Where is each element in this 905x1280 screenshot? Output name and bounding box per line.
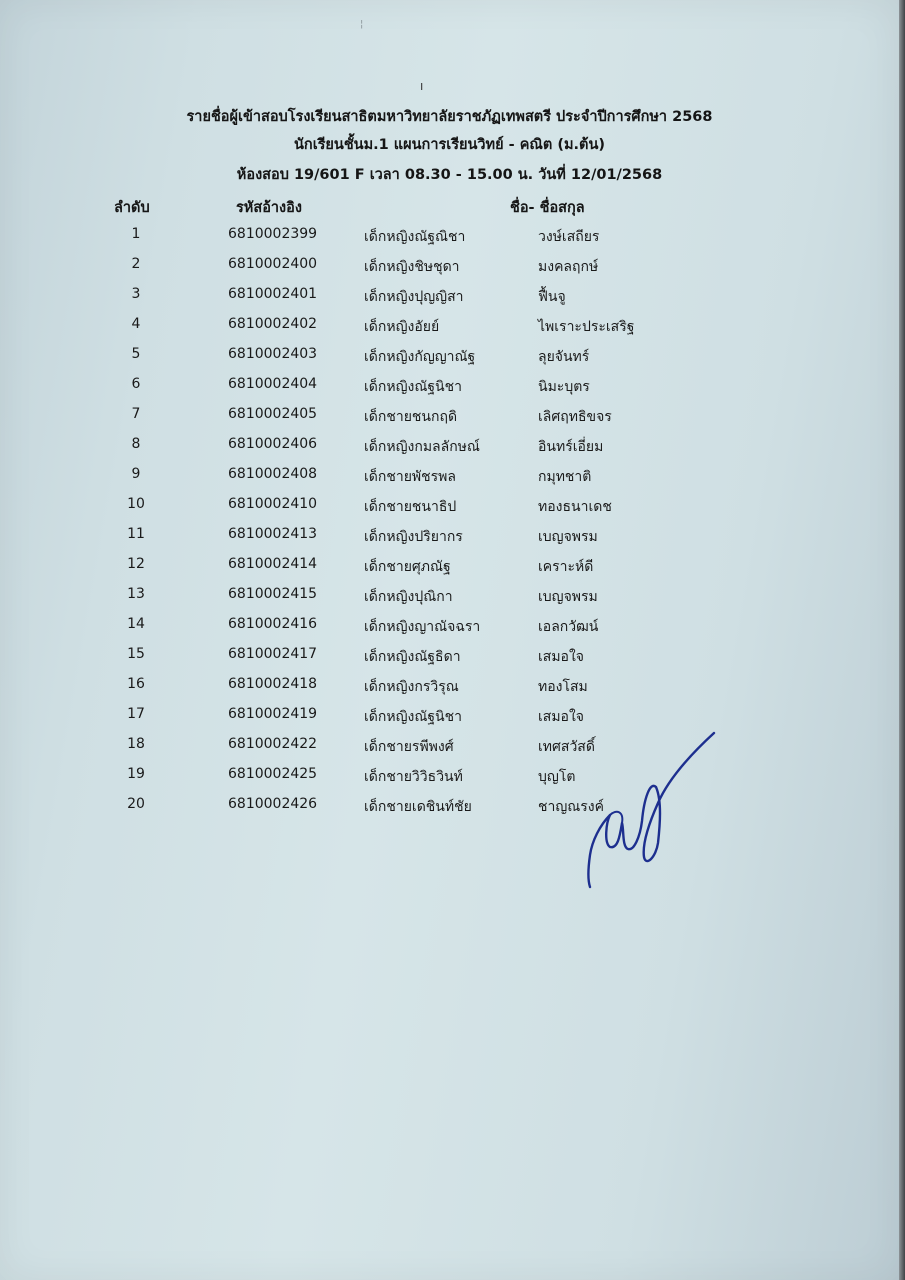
last-name-cell: กมุทชาติ [538,469,592,485]
reference-id-cell: 6810002401 [228,286,318,302]
first-name-cell: เด็กหญิงณัฐนิชา [364,709,462,725]
table-row [0,431,899,461]
last-name-cell: วงษ์เสถียร [538,229,600,245]
last-name-cell: เลิศฤทธิขจร [538,409,612,425]
last-name-cell: เอลกวัฒน์ [538,619,599,635]
reference-id-cell: 6810002410 [228,496,318,512]
reference-id-cell: 6810002414 [228,556,318,572]
table-row [0,791,899,821]
order-cell: 7 [131,406,141,422]
last-name-cell: ไพเราะประเสริฐ [538,319,635,335]
table-row [0,701,899,731]
first-name-cell: เด็กชายศุภณัฐ [364,559,451,575]
reference-id-cell: 6810002400 [228,256,318,272]
reference-id-cell: 6810002419 [228,706,318,722]
reference-id-cell: 6810002405 [228,406,318,422]
first-name-cell: เด็กหญิงชิษชุดา [364,259,460,275]
reference-id-cell: 6810002403 [228,346,318,362]
table-row [0,341,899,371]
order-cell: 3 [131,286,141,302]
last-name-cell: ลุยจันทร์ [538,349,590,365]
reference-id-cell: 6810002402 [228,316,318,332]
first-name-cell: เด็กหญิงกรวิรุณ [364,679,459,695]
order-cell: 4 [131,316,141,332]
table-row [0,611,899,641]
last-name-cell: ทองโสม [538,679,588,695]
table-row [0,461,899,491]
last-name-cell: เบญจพรม [538,529,598,545]
reference-id-cell: 6810002422 [228,736,318,752]
last-name-cell: ทองธนาเดช [538,499,612,515]
first-name-cell: เด็กชายชนกฤดิ [364,409,458,425]
last-name-cell: เบญจพรม [538,589,598,605]
first-name-cell: เด็กหญิงกัญญาณัฐ [364,349,476,365]
column-header-order: ลำดับ [114,200,150,216]
column-header-name: ชื่อ- ชื่อสกุล [510,200,585,216]
reference-id-cell: 6810002413 [228,526,318,542]
table-row [0,731,899,761]
order-cell: 19 [127,766,145,782]
table-row [0,671,899,701]
reference-id-cell: 6810002426 [228,796,318,812]
table-row [0,551,899,581]
first-name-cell: เด็กหญิงญาณัจฉรา [364,619,481,635]
first-name-cell: เด็กชายเดชินท์ชัย [364,799,472,815]
first-name-cell: เด็กหญิงกมลลักษณ์ [364,439,480,455]
table-row [0,251,899,281]
order-cell: 5 [131,346,141,362]
first-name-cell: เด็กหญิงปุญญิสา [364,289,464,305]
order-cell: 11 [127,526,145,542]
last-name-cell: บุญโต [538,769,576,785]
reference-id-cell: 6810002404 [228,376,318,392]
last-name-cell: เสมอใจ [538,649,585,665]
order-cell: 9 [131,466,141,482]
reference-id-cell: 6810002425 [228,766,318,782]
first-name-cell: เด็กหญิงปุณิกา [364,589,453,605]
order-cell: 17 [127,706,145,722]
first-name-cell: เด็กชายพัชรพล [364,469,456,485]
table-row [0,521,899,551]
order-cell: 2 [131,256,141,272]
table-row [0,311,899,341]
reference-id-cell: 6810002406 [228,436,318,452]
exam-room-info: ห้องสอบ 19/601 F เวลา 08.30 - 15.00 น. วันที่ 12/01/2568 [236,167,663,183]
first-name-cell: เด็กหญิงณัฐนิชา [364,379,462,395]
table-row [0,371,899,401]
reference-id-cell: 6810002415 [228,586,318,602]
reference-id-cell: 6810002418 [228,676,318,692]
paper-mark: ¦ [360,19,364,30]
reference-id-cell: 6810002408 [228,466,318,482]
last-name-cell: เทศสวัสดิ์ [538,739,595,755]
order-cell: 16 [127,676,145,692]
order-cell: 14 [127,616,145,632]
student-list [0,221,899,821]
column-header-reference-id: รหัสอ้างอิง [236,200,302,216]
reference-id-cell: 6810002417 [228,646,318,662]
first-name-cell: เด็กชายวิวิธวินท์ [364,769,463,785]
table-row [0,761,899,791]
signature [580,725,720,895]
first-name-cell: เด็กหญิงณัฐณิชา [364,229,466,245]
order-cell: 8 [131,436,141,452]
last-name-cell: มงคลฤกษ์ [538,259,599,275]
first-name-cell: เด็กหญิงอัยย์ [364,319,440,335]
order-cell: 10 [127,496,145,512]
table-row [0,641,899,671]
order-cell: 1 [131,226,141,242]
last-name-cell: เคราะห์ดี [538,559,594,575]
last-name-cell: นิมะบุตร [538,379,590,395]
first-name-cell: เด็กชายชนาธิป [364,499,457,515]
table-row [0,491,899,521]
paper-mark: ı [420,79,424,93]
order-cell: 13 [127,586,145,602]
document-subtitle: นักเรียนชั้นม.1 แผนการเรียนวิทย์ - คณิต (ม.ต้น) [294,137,605,153]
first-name-cell: เด็กหญิงณัฐธิดา [364,649,461,665]
reference-id-cell: 6810002416 [228,616,318,632]
reference-id-cell: 6810002399 [228,226,318,242]
paper-edge-shadow [899,0,905,1280]
table-row [0,281,899,311]
order-cell: 6 [131,376,141,392]
last-name-cell: ชาญณรงค์ [538,799,605,815]
first-name-cell: เด็กชายรพีพงศ์ [364,739,454,755]
table-row [0,581,899,611]
table-row [0,401,899,431]
order-cell: 18 [127,736,145,752]
table-row [0,221,899,251]
order-cell: 15 [127,646,145,662]
last-name-cell: ฟื้นจู [538,289,566,305]
last-name-cell: เสมอใจ [538,709,585,725]
last-name-cell: อินทร์เอี่ยม [538,439,604,455]
order-cell: 20 [127,796,145,812]
order-cell: 12 [127,556,145,572]
document-title: รายชื่อผู้เข้าสอบโรงเรียนสาธิตมหาวิทยาลัยราชภัฏเทพสตรี ประจำปีการศึกษา 2568 [186,109,713,125]
first-name-cell: เด็กหญิงปริยากร [364,529,463,545]
